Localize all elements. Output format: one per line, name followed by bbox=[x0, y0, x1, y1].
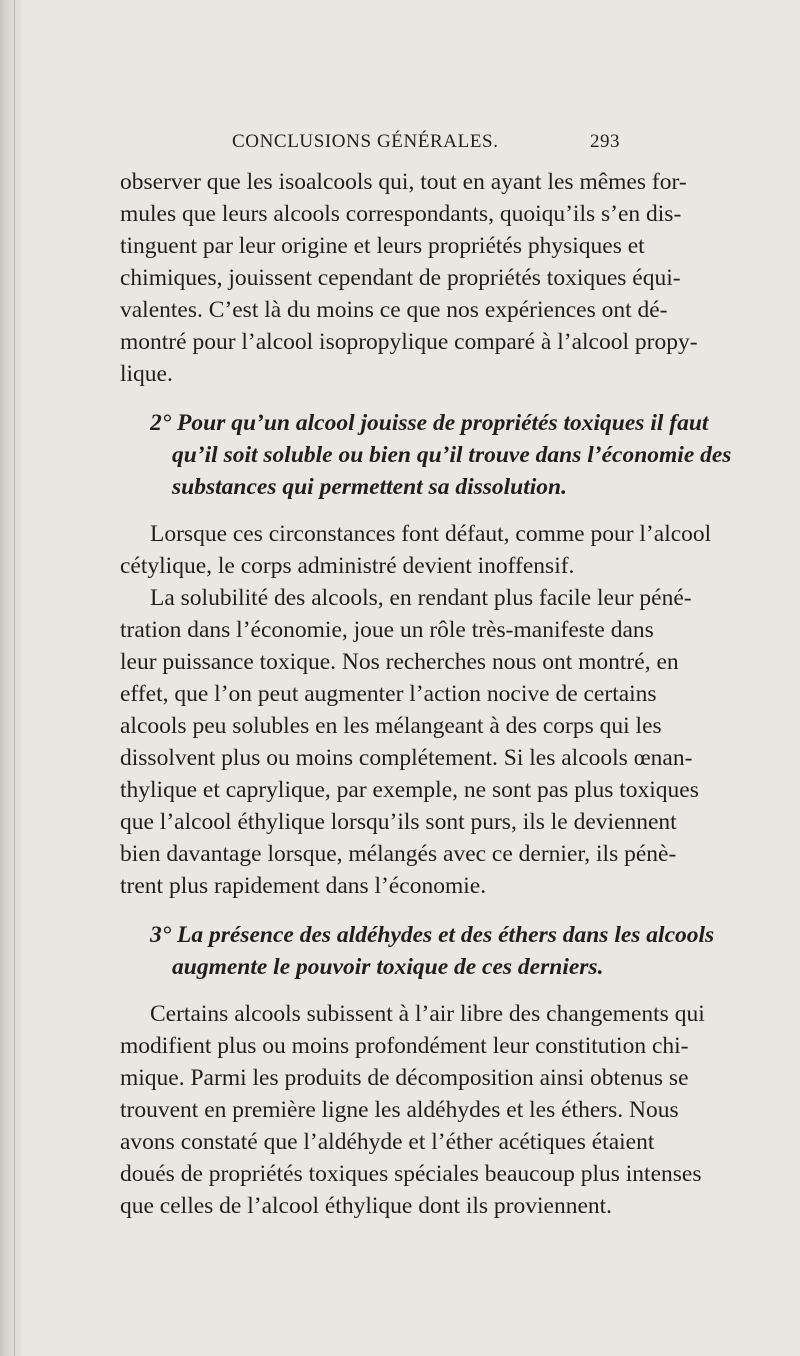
text-line: Certains alcools subissent à l’air libre des changements qui bbox=[150, 1001, 705, 1027]
text-line: dissolvent plus ou moins complétement. Si les alcools œnan- bbox=[120, 745, 693, 771]
text-line: mules que leurs alcools correspondants, quoiqu’ils s’en dis- bbox=[120, 201, 682, 227]
running-head: CONCLUSIONS GÉNÉRALES. bbox=[232, 131, 499, 152]
text-line: doués de propriétés toxiques spéciales beaucoup plus intenses bbox=[120, 1161, 702, 1187]
text-line: leur puissance toxique. Nos recherches nous ont montré, en bbox=[120, 649, 679, 675]
section-heading-line: substances qui permettent sa dissolution. bbox=[172, 474, 568, 500]
section-heading-line: qu’il soit soluble ou bien qu’il trouve dans l’économie des bbox=[172, 442, 732, 468]
text-line: observer que les isoalcools qui, tout en ayant les mêmes for- bbox=[120, 169, 687, 195]
text-line: bien davantage lorsque, mélangés avec ce dernier, ils pénè- bbox=[120, 841, 677, 867]
text-line: que celles de l’alcool éthylique dont ils proviennent. bbox=[120, 1193, 613, 1219]
text-line: trouvent en première ligne les aldéhydes et les éthers. Nous bbox=[120, 1097, 679, 1123]
text-line: que l’alcool éthylique lorsqu’ils sont purs, ils le deviennent bbox=[120, 809, 677, 835]
text-line: La solubilité des alcools, en rendant plus facile leur péné- bbox=[150, 585, 692, 611]
text-line: valentes. C’est là du moins ce que nos expériences ont dé- bbox=[120, 297, 668, 323]
text-line: montré pour l’alcool isopropylique comparé à l’alcool propy- bbox=[120, 329, 698, 355]
text-line: effet, que l’on peut augmenter l’action nocive de certains bbox=[120, 681, 657, 707]
page-number: 293 bbox=[590, 131, 620, 152]
text-line: cétylique, le corps administré devient inoffensif. bbox=[120, 553, 575, 579]
section-heading-line: augmente le pouvoir toxique de ces derniers. bbox=[172, 954, 604, 980]
text-line: thylique et caprylique, par exemple, ne sont pas plus toxiques bbox=[120, 777, 699, 803]
text-line: mique. Parmi les produits de décomposition ainsi obtenus se bbox=[120, 1065, 689, 1091]
text-line: tinguent par leur origine et leurs propriétés physiques et bbox=[120, 233, 645, 259]
text-line: Lorsque ces circonstances font défaut, comme pour l’alcool bbox=[150, 521, 712, 547]
text-line: avons constaté que l’aldéhyde et l’éther acétiques étaient bbox=[120, 1129, 655, 1155]
text-line: alcools peu solubles en les mélangeant à des corps qui les bbox=[120, 713, 662, 739]
section-heading-line: 2° Pour qu’un alcool jouisse de propriétés toxiques il faut bbox=[150, 410, 709, 436]
text-line: trent plus rapidement dans l’économie. bbox=[120, 873, 487, 899]
text-line: lique. bbox=[120, 361, 173, 387]
text-line: chimiques, jouissent cependant de propriétés toxiques équi- bbox=[120, 265, 681, 291]
section-heading-line: 3° La présence des aldéhydes et des éthers dans les alcools bbox=[150, 922, 715, 948]
text-line: modifient plus ou moins profondément leur constitution chi- bbox=[120, 1033, 689, 1059]
text-line: tration dans l’économie, joue un rôle très-manifeste dans bbox=[120, 617, 654, 643]
